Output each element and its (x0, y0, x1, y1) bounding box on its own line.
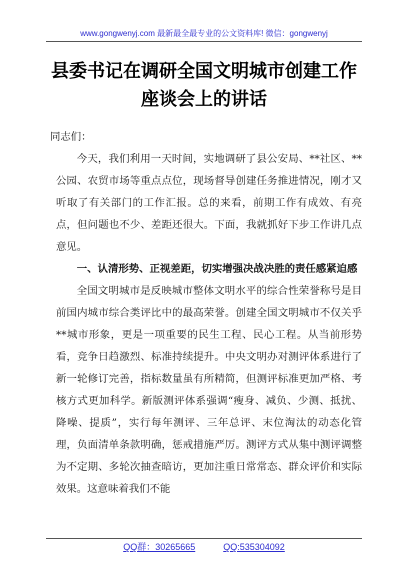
paragraph-section-1: 全国文明城市是反映城市整体文明水平的综合性荣誉称号是目前国内城市综合类评比中的最高荣誉。创建全国文明城市不仅关乎**城市形象，更是一项重要的民生工程、民心工程。从当前形势看，竞争日趋激烈、标准持续提升。中央文明办对测评体系进行了新一轮修订完善，指标数量虽有所精简，但测评标准更加严格、考核方式更加科学。新版测评体系强调“瘦身、减负、少测、抵扰、降噪、提质”，实行每年测评、三年总评、末位淘汰的动态化管理，负面清单条款明确，惩戒措施严厉。测评方式从集中测评调整为不定期、多轮次抽查暗访，更加注重日常常态、群众评价和实际效果。这意味着我们不能 (56, 285, 362, 495)
section-heading-1: 一、认清形势、正视差距，切实增强决战决胜的责任感紧迫感 (76, 263, 358, 275)
page-footer (46, 541, 362, 553)
qq-link[interactable]: QQ:535304092 (223, 542, 285, 552)
qq-group-link[interactable]: QQ群：30265665 (123, 542, 196, 552)
paragraph-intro: 今天，我们利用一天时间，实地调研了县公安局、**社区、**公园、农贸市场等重点点位，现场督导创建任务推进情况，刚才又听取了有关部门的工作汇报。总的来看，前期工作有成效、有亮点，但问题也不少、差距还很大。下面，我就抓好下步工作讲几点意见。 (56, 153, 362, 253)
document-title: 县委书记在调研全国文明城市创建工作座谈会上的讲话 (51, 61, 357, 110)
page-header: www.gongwenyj.com 最新最全最专业的公文资料库! 微信：gongwenyj (80, 29, 328, 38)
salutation: 同志们： (50, 131, 92, 143)
document-body (50, 126, 362, 500)
header-divider (46, 41, 362, 42)
footer-divider (46, 538, 362, 539)
